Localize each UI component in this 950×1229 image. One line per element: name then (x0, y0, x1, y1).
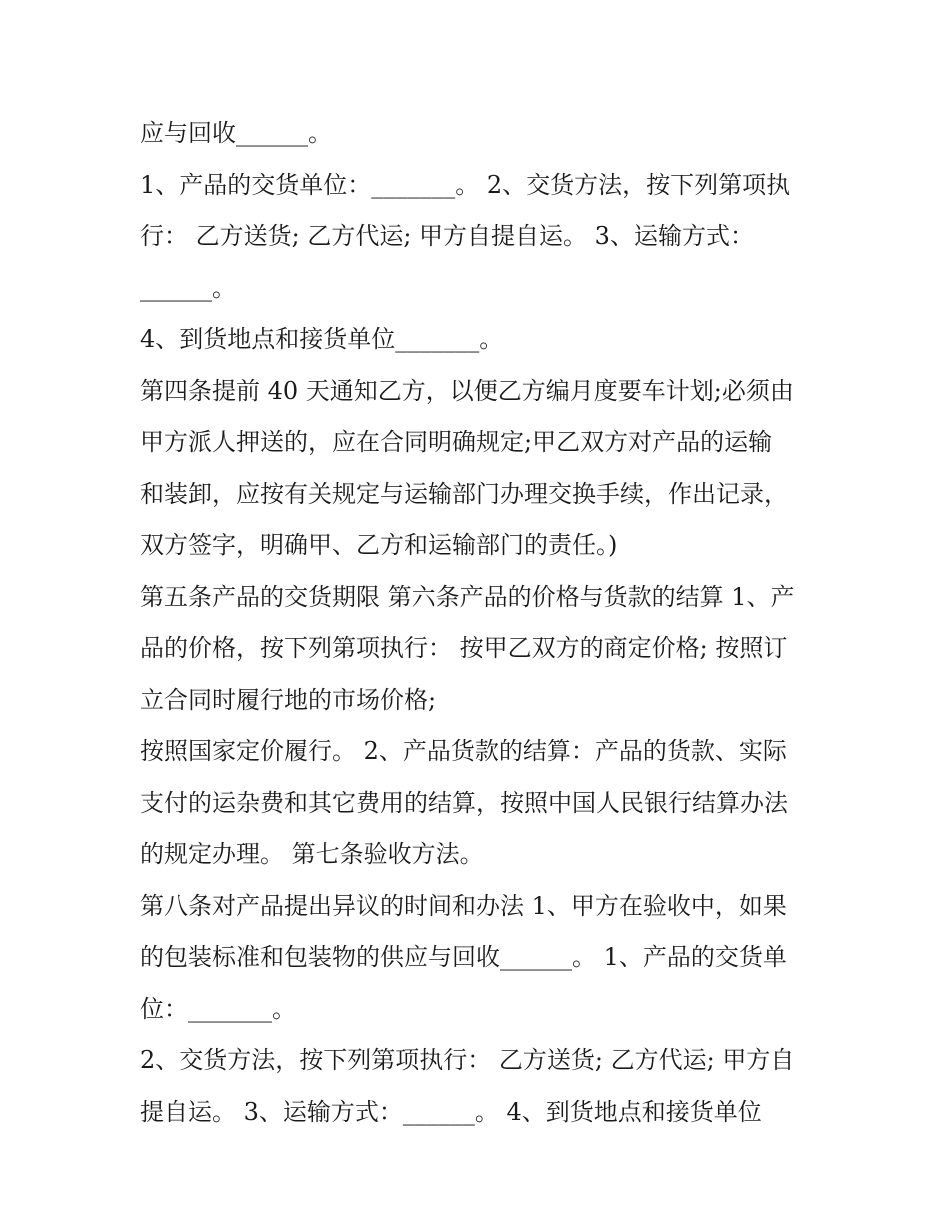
text-line-9: 双方签字，明确甲、乙方和运输部门的责任。) (140, 531, 618, 559)
text-line-20: 提自运。 3、运输方式：______。 4、到货地点和接货单位 (140, 1097, 762, 1126)
text-line-3: 行： 乙方送货; 乙方代运; 甲方自提自运。 3、运输方式： (140, 222, 754, 250)
text-line-14: 支付的运杂费和其它费用的结算，按照中国人民银行结算办法 (140, 788, 788, 817)
document-body (140, 108, 820, 1138)
text-line-19: 2、交货方法，按下列第项执行： 乙方送货; 乙方代运; 甲方自 (140, 1046, 795, 1074)
text-line-1: 应与回收______。 (140, 119, 332, 147)
text-line-11: 品的价格，按下列第项执行： 按甲乙双方的商定价格; 按照订 (140, 634, 788, 662)
text-line-6: 第四条提前 40 天通知乙方，以便乙方编月度要车计划;必须由 (140, 376, 794, 405)
text-line-12: 立合同时履行地的市场价格; (140, 685, 437, 714)
text-line-15: 的规定办理。 第七条验收方法。 (140, 840, 484, 868)
text-line-18: 位：_______。 (140, 994, 296, 1023)
text-line-8: 和装卸，应按有关规定与运输部门办理交换手续，作出记录， (140, 479, 788, 508)
text-line-13: 按照国家定价履行。 2、产品货款的结算：产品的货款、实际 (140, 737, 787, 765)
text-line-16: 第八条对产品提出异议的时间和办法 1、甲方在验收中，如果 (140, 891, 787, 920)
text-line-17: 的包装标准和包装物的供应与回收______。 1、产品的交货单 (140, 943, 787, 971)
text-line-2: 1、产品的交货单位：_______。 2、交货方法，按下列第项执 (140, 170, 791, 199)
text-line-7: 甲方派人押送的，应在合同明确规定;甲乙双方对产品的运输 (140, 428, 773, 456)
text-line-10: 第五条产品的交货期限 第六条产品的价格与货款的结算 1、产 (140, 582, 795, 611)
text-line-5: 4、到货地点和接货单位_______。 (140, 325, 504, 353)
text-line-4: ______。 (140, 273, 236, 302)
